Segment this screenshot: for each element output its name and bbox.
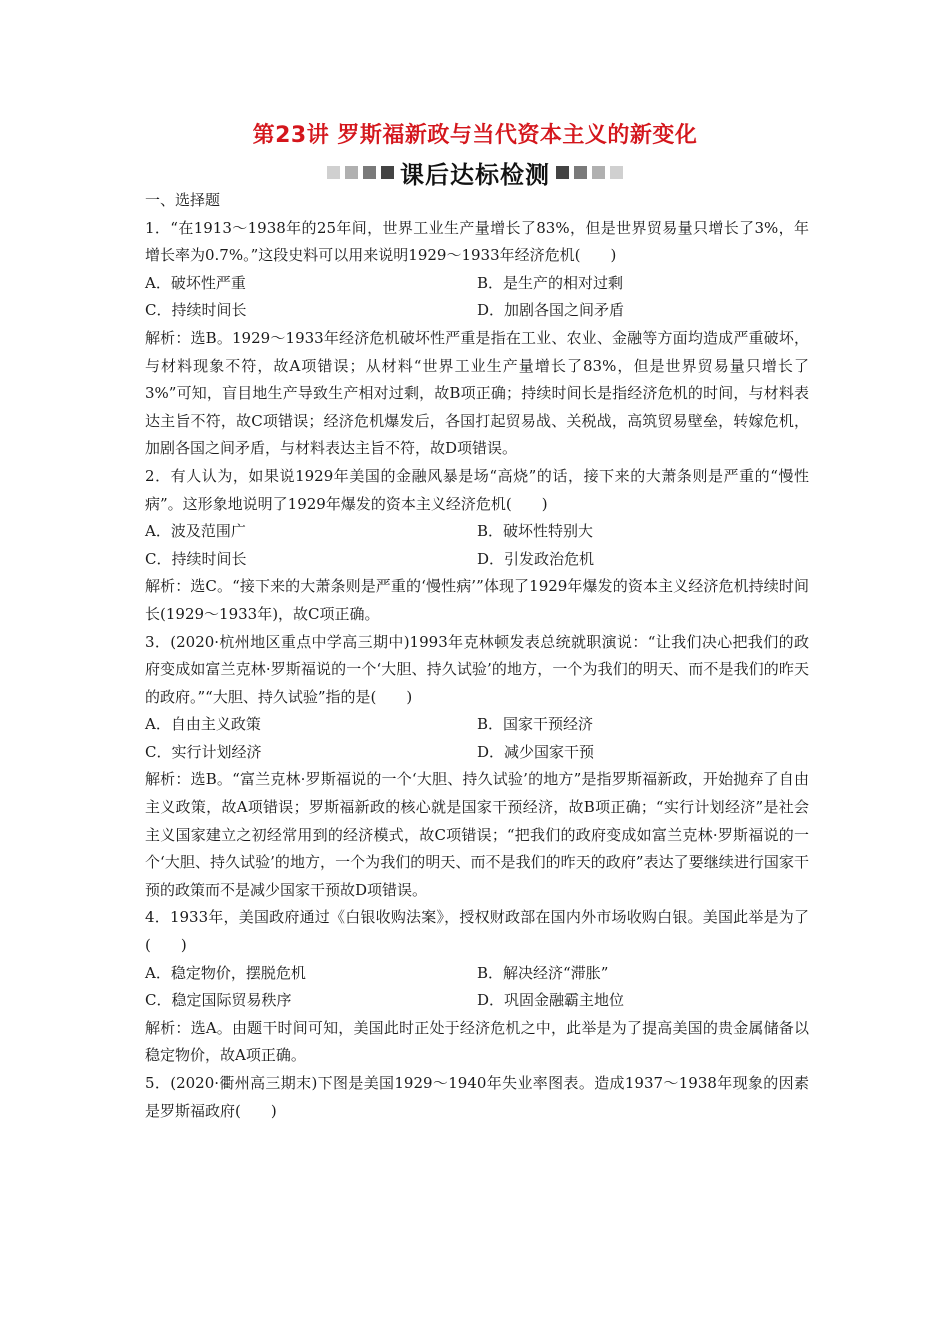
question-stem: 2．有人认为，如果说1929年美国的金融风暴是场“高烧”的话，接下来的大萧条则是严重的“慢性病”。这形象地说明了1929年爆发的资本主义经济危机( ) bbox=[145, 466, 809, 513]
options-row bbox=[145, 270, 809, 298]
option-b: B．破坏性特别大 bbox=[477, 522, 594, 541]
option-a: A．稳定物价，摆脱危机 bbox=[145, 963, 306, 982]
section-banner bbox=[0, 156, 950, 188]
option-c: C．实行计划经济 bbox=[145, 742, 262, 761]
banner-right-squares bbox=[556, 166, 623, 179]
options-row bbox=[145, 960, 809, 988]
options-row bbox=[145, 297, 809, 325]
option-a: A．自由主义政策 bbox=[145, 715, 261, 734]
option-d: D．巩固金融霸主地位 bbox=[477, 991, 625, 1010]
question-stem: 5．(2020·衢州高三期末)下图是美国1929～1940年失业率图表。造成1937～1938年现象的因素是罗斯福政府( ) bbox=[145, 1074, 809, 1120]
option-b: B．解决经济“滞胀” bbox=[477, 963, 609, 982]
options-row bbox=[145, 546, 809, 574]
banner-square-decoration bbox=[556, 166, 569, 179]
section-heading: 一、选择题 bbox=[145, 191, 221, 209]
lesson-title: 第23讲 罗斯福新政与当代资本主义的新变化 bbox=[252, 123, 698, 148]
question-stem: 3．(2020·杭州地区重点中学高三期中)1993年克林顿发表总统就职演说：“让我们决心把我们的政府变成如富兰克林·罗斯福说的一个‘大胆、持久试验’的地方，一个为我们的明天、而不是我们的昨天的政府。”“大胆、持久试验”指的是( ) bbox=[145, 632, 809, 706]
question-stem: 4．1933年，美国政府通过《白银收购法案》，授权财政部在国内外市场收购白银。美国此举是为了( ) bbox=[145, 908, 809, 955]
banner-square-decoration bbox=[610, 166, 623, 179]
option-c: C．持续时间长 bbox=[145, 549, 247, 568]
option-c: C．持续时间长 bbox=[145, 301, 247, 320]
options-row bbox=[145, 518, 809, 546]
banner-square-decoration bbox=[345, 166, 358, 179]
banner-square-decoration bbox=[574, 166, 587, 179]
options-row bbox=[145, 711, 809, 739]
banner-left-squares bbox=[327, 166, 394, 179]
options-row bbox=[145, 739, 809, 767]
option-d: D．引发政治危机 bbox=[477, 549, 595, 568]
option-b: B．是生产的相对过剩 bbox=[477, 273, 624, 292]
document-body bbox=[145, 187, 809, 1125]
option-a: A．破坏性严重 bbox=[145, 273, 246, 292]
banner-square-decoration bbox=[363, 166, 376, 179]
answer-analysis: 解析：选C。“接下来的大萧条则是严重的‘慢性病’”体现了1929年爆发的资本主义经济危机持续时间长(1929～1933年)，故C项正确。 bbox=[145, 577, 809, 623]
answer-analysis: 解析：选B。“富兰克林·罗斯福说的一个‘大胆、持久试验’的地方”是指罗斯福新政，开始抛弃了自由主义政策，故A项错误；罗斯福新政的核心就是国家干预经济，故B项正确；“实行计划经济”是社会主义国家建立之初经常用到的经济模式，故C项错误；“把我们的政府变成如富兰克林·罗斯福说的一个‘大胆、持久试验’的地方，一个为我们的明天、而不是我们的昨天的政府”表达了要继续进行国家干预的政策而不是减少国家干预故D项错误。 bbox=[145, 770, 809, 899]
option-c: C．稳定国际贸易秩序 bbox=[145, 991, 292, 1010]
banner-square-decoration bbox=[592, 166, 605, 179]
answer-analysis: 解析：选B。1929～1933年经济危机破坏性严重是指在工业、农业、金融等方面均造成严重破坏，与材料现象不符，故A项错误；从材料“世界工业生产量增长了83%，但是世界贸易量只增长了3%”可知，盲目地生产导致生产相对过剩，故B项正确；持续时间长是指经济危机的时间，与材料表达主旨不符，故C项错误；经济危机爆发后，各国打起贸易战、关税战，高筑贸易壁垒，转嫁危机，加剧各国之间矛盾，与材料表达主旨不符，故D项错误。 bbox=[145, 328, 809, 458]
banner-heading: 课后达标检测 bbox=[400, 160, 550, 189]
options-row bbox=[145, 987, 809, 1015]
question-stem: 1．“在1913～1938年的25年间，世界工业生产量增长了83%，但是世界贸易量只增长了3%，年增长率为0.7%。”这段史料可以用来说明1929～1933年经济危机( ) bbox=[145, 218, 809, 265]
option-d: D．减少国家干预 bbox=[477, 742, 595, 761]
banner-square-decoration bbox=[327, 166, 340, 179]
option-b: B．国家干预经济 bbox=[477, 715, 594, 734]
option-a: A．波及范围广 bbox=[145, 522, 246, 541]
answer-analysis: 解析：选A。由题干时间可知，美国此时正处于经济危机之中，此举是为了提高美国的贵金属储备以稳定物价，故A项正确。 bbox=[145, 1018, 809, 1065]
banner-square-decoration bbox=[381, 166, 394, 179]
option-d: D．加剧各国之间矛盾 bbox=[477, 301, 625, 320]
